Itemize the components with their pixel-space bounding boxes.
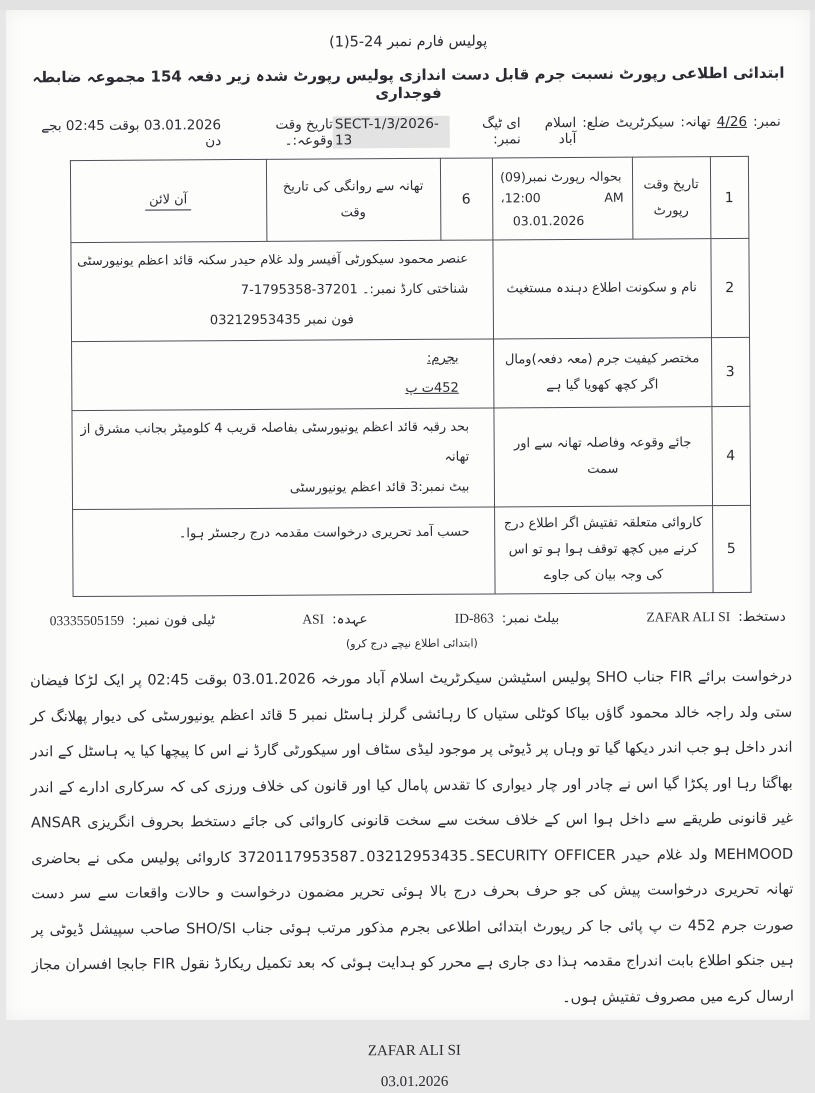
row5-label: کاروائی متعلقہ تفتیش اگر اطلاع درج کرنے میں کچھ توقف ہوا ہو تو اس کی وجہ بیان کی جاوے	[494, 506, 713, 594]
meta-row	[29, 114, 781, 151]
online-value: آن لائن	[145, 192, 191, 210]
rank-value: ASI	[302, 612, 324, 628]
complainant-name-line: عنصر محمود سیکورٹی آفیسر ولد غلام حیدر سکنہ قائد اعظم یونیورسٹی	[77, 245, 486, 277]
sign-field	[646, 609, 785, 626]
report-ref-date: 03.01.2026	[499, 205, 626, 229]
table-row-4	[71, 406, 750, 509]
meta-left-group	[29, 116, 333, 150]
row1-departure-label: تھانہ سے روانگی کی تاریخ وقت	[266, 158, 440, 241]
belt-value: ID-863	[455, 610, 494, 626]
meta-right-group	[333, 114, 781, 149]
occurrence-datetime-value: 03.01.2026 بوقت 02:45 بجے دن	[29, 117, 222, 150]
belt-label: بیلٹ نمبر:	[502, 610, 560, 626]
district-value: اسلام آباد	[527, 115, 577, 147]
signature-row	[50, 609, 786, 629]
sign-label: دستخط:	[738, 609, 786, 625]
officer-name: ZAFAR ALI SI	[12, 1041, 815, 1063]
etag-label: ای ٹیگ نمبر:	[455, 115, 521, 147]
row1-col-number: 6	[440, 158, 492, 240]
row1-number: 1	[710, 156, 749, 238]
report-ref-ampm: AM	[604, 190, 623, 205]
crime-section: 452ت پ	[405, 374, 459, 404]
phone-field	[50, 612, 215, 629]
row4-number: 4	[711, 406, 750, 505]
row3-content-cell	[71, 339, 493, 411]
document-title: ابتدائی اطلاعی رپورٹ نسبت جرم قابل دست اندازی پولیس رپورٹ شدہ زیر دفعہ 154 مجموعہ ضابطہ فوجداری	[6, 64, 810, 105]
place-of-occurrence-line: بحد رقبہ قائد اعظم یونیورسٹی بفاصلہ قریب 4 کلومیٹر بجانب مشرق از تھانہ	[78, 413, 487, 475]
row3-number: 3	[711, 337, 749, 406]
beat-number-line: بیٹ نمبر:3 قائد اعظم یونیورسٹی	[78, 473, 487, 505]
belt-field	[455, 610, 560, 627]
row5-number: 5	[712, 505, 751, 592]
row2-content-cell	[70, 240, 493, 342]
row3-label: مختصر کیفیت جرم (معہ دفعہ)ومال اگر کچھ کھویا گیا ہے	[493, 338, 711, 408]
row2-number: 2	[710, 238, 749, 337]
fir-narrative: درخواست برائے FIR جناب SHO پولیس اسٹیشن سیکرٹریٹ اسلام آباد مورخہ 03.01.2026 بوقت 02:45 پر ایک لڑکا فیضان ستی ولد راجہ خالد محمود گاؤں بیاکا کوٹلی ستیاں کا رہائشی گرلز ہاسٹل نمبر 5 قائد اعظم یونیورسٹی کی دیوار پھلانگ کر اندر داخل ہو جب اندر دیکھا گیا تو وہاں پر ڈیوٹی پر موجود لیڈی سٹاف اور سیکورٹی گارڈ نے اس کا پیچھا کیا یہ ہاسٹل کے اندر بھاگتا رہا اور پکڑا گیا اس نے چادر اور چار دیواری کا تقدس پامال کیا اور قانون کی خلاف ورزی کی کہ سرکاری ادارے کے اندر غیر قانونی طریقے سے داخل ہوا اس کے خلاف سخت سے سخت قانونی کاروائی کی جائے دستخط بحروف انگریزی ANSAR MEHMOOD ولد غلام حیدر SECURITY OFFICER۔03212953435۔3720117953587 کاروائی پولیس مکی نے بحاضری تھانہ تحریری درخواست پیش کی جو حرف بحرف درج بالا ہوئی تحریر مضمون درخواست و حالات واقعات سے سر دست صورت جرم 452 ت پ پائی جا کر رپورٹ ابتدائی اطلاعی بجرم مذکور مرتب ہوئی جناب SHO/SI صاحب سپیشل ڈیوٹی پر ہیں جنکو اطلاع بابت اندراج مقدمہ ہذا دی جاری ہے محرر کو ہدایت ہوئی کہ بعد تکمیل ریکارڈ نقول FIR جابجا افسران مجاز ارسال کرے میں مصروف تفتیش ہوں۔	[30, 660, 794, 1020]
row5-content-cell	[72, 507, 495, 597]
occurrence-datetime-label: تاریخ وقت وقوعہ:۔	[227, 116, 333, 149]
report-ref-time: ،12:00	[501, 190, 541, 205]
phone-label: ٹیلی فون نمبر:	[132, 612, 215, 629]
delay-reason-line: حسب آمد تحریری درخواست مقدمہ درج رجسٹر ہوا۔	[79, 512, 488, 550]
fir-table	[69, 156, 751, 597]
fir-number-label: نمبر:	[753, 114, 781, 130]
table-row-5	[72, 505, 751, 596]
row1-label: تاریخ وقت رپورٹ	[632, 157, 710, 239]
document-content	[6, 8, 815, 1023]
row4-content-cell	[71, 408, 494, 510]
row4-label: جائے وقوعہ وفاصلہ تھانہ سے اور سمت	[493, 407, 712, 507]
district-label: ضلع:	[582, 115, 610, 131]
sign-value: ZAFAR ALI SI	[646, 609, 730, 626]
station-label: تھانہ:	[680, 114, 710, 130]
table-row-1	[70, 156, 748, 242]
rank-field	[302, 611, 367, 627]
etag-value: SECT-1/3/2026-13	[333, 116, 450, 149]
report-ref-time-row	[499, 184, 626, 206]
phone-value: 03335505159	[50, 613, 124, 629]
row1-report-ref-cell	[492, 157, 632, 240]
document-sheet	[6, 10, 810, 1020]
row1-departure-value-cell	[70, 159, 266, 242]
table-row-3	[71, 337, 749, 410]
row2-label: نام و سکونت اطلاع دہندہ مستغیث	[492, 239, 711, 339]
table-row-2	[70, 238, 749, 341]
report-ref-number: بحوالہ رپورٹ نمبر(09)	[498, 169, 625, 185]
complainant-cnic-line: شناختی کارڈ نمبر:۔ 37201-1795358-7	[77, 275, 486, 307]
write-below-note: (ابتدائی اطلاع نیچے درج کرو)	[10, 635, 814, 653]
fir-number-value: 4/26	[717, 114, 747, 130]
rank-label: عہدہ:	[332, 611, 368, 627]
crime-label: بجرم:	[427, 344, 459, 374]
complainant-phone-line: فون نمبر 03212953435	[77, 305, 486, 337]
report-date: 03.01.2026	[13, 1072, 815, 1093]
station-value: سیکرٹریٹ	[616, 114, 675, 130]
form-number-line: پولیس فارم نمبر 24-5(1)	[6, 32, 810, 53]
